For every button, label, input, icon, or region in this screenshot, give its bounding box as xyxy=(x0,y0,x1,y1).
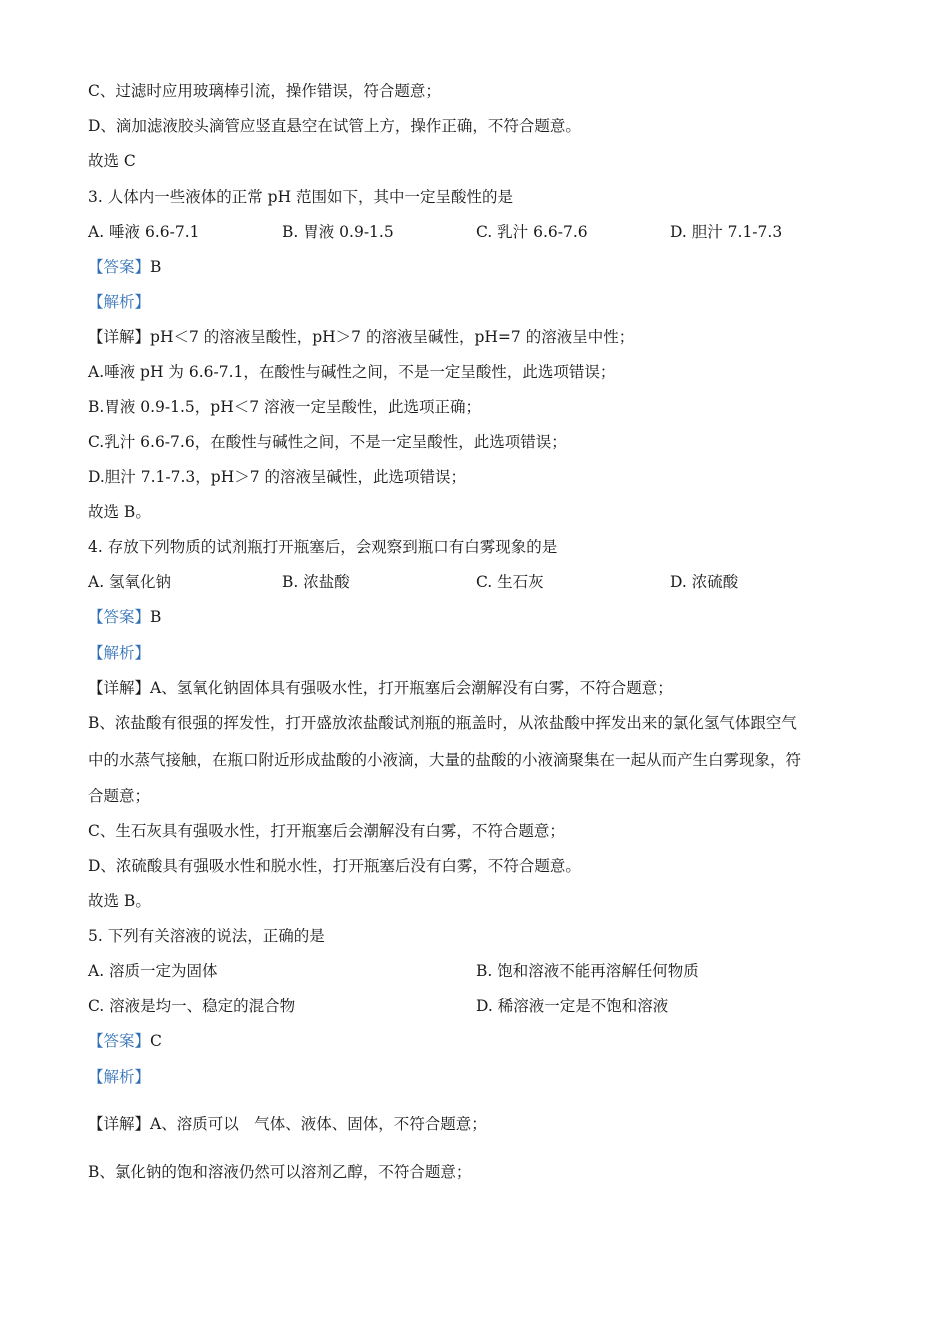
q4-detail xyxy=(88,678,673,698)
q5-stem: 5. 下列有关溶液的说法，正确的是 xyxy=(88,927,325,945)
q3-line-b: B.胃液 0.9-1.5，pH＜7 溶液一定呈酸性，此选项正确； xyxy=(88,398,482,416)
q4-option-a: A. 氢氧化钠 xyxy=(88,573,172,591)
answer-value: C xyxy=(150,1032,162,1050)
q3-option-c: C. 乳汁 6.6-7.6 xyxy=(476,223,588,241)
answer-tag: 【答案】 xyxy=(88,258,151,276)
intro-option-d: D、滴加滤液胶头滴管应竖直悬空在试管上方，操作正确，不符合题意。 xyxy=(88,117,581,135)
q4-analysis-tag: 【解析】 xyxy=(88,644,151,662)
q3-stem: 3. 人体内一些液体的正常 pH 范围如下，其中一定呈酸性的是 xyxy=(88,188,514,206)
q4-option-b: B. 浓盐酸 xyxy=(282,573,350,591)
q5-analysis-tag: 【解析】 xyxy=(88,1068,151,1086)
q3-detail xyxy=(88,327,634,347)
q4-line-b-1: B、浓盐酸有很强的挥发性，打开盛放浓盐酸试剂瓶的瓶盖时，从浓盐酸中挥发出来的氯化氢气体跟空气 xyxy=(88,714,797,732)
q3-option-a: A. 唾液 6.6-7.1 xyxy=(88,223,200,241)
q5-answer xyxy=(88,1031,162,1051)
q3-conclusion: 故选 B。 xyxy=(88,503,151,521)
q4-line-d: D、浓硫酸具有强吸水性和脱水性，打开瓶塞后没有白雾，不符合题意。 xyxy=(88,857,581,875)
intro-option-c: C、过滤时应用玻璃棒引流，操作错误，符合题意； xyxy=(88,82,441,100)
q3-line-d: D.胆汁 7.1-7.3，pH＞7 的溶液呈碱性，此选项错误； xyxy=(88,468,466,486)
q4-line-b-2: 中的水蒸气接触，在瓶口附近形成盐酸的小液滴，大量的盐酸的小液滴聚集在一起从而产生白雾现象，符 xyxy=(88,751,802,769)
q3-answer xyxy=(88,257,161,277)
q5-option-a: A. 溶质一定为固体 xyxy=(88,962,218,980)
q4-answer xyxy=(88,607,161,627)
q3-line-c: C.乳汁 6.6-7.6，在酸性与碱性之间，不是一定呈酸性，此选项错误； xyxy=(88,433,567,451)
detail-tag: 【详解】 xyxy=(88,679,151,697)
q4-conclusion: 故选 B。 xyxy=(88,892,151,910)
answer-tag: 【答案】 xyxy=(88,1032,151,1050)
answer-tag: 【答案】 xyxy=(88,608,151,626)
q5-detail xyxy=(88,1114,487,1134)
detail-text: A、溶质可以 气体、液体、固体，不符合题意； xyxy=(150,1115,487,1133)
q5-option-b: B. 饱和溶液不能再溶解任何物质 xyxy=(476,962,699,980)
detail-tag: 【详解】 xyxy=(88,1115,151,1133)
detail-text: A、氢氧化钠固体具有强吸水性，打开瓶塞后会潮解没有白雾，不符合题意； xyxy=(150,679,673,697)
q3-option-b: B. 胃液 0.9-1.5 xyxy=(282,223,394,241)
detail-tag: 【详解】 xyxy=(88,328,151,346)
q3-analysis-tag: 【解析】 xyxy=(88,293,151,311)
q5-option-c: C. 溶液是均一、稳定的混合物 xyxy=(88,997,296,1015)
q4-stem: 4. 存放下列物质的试剂瓶打开瓶塞后，会观察到瓶口有白雾现象的是 xyxy=(88,538,558,556)
q5-line-b: B、氯化钠的饱和溶液仍然可以溶剂乙醇，不符合题意； xyxy=(88,1163,472,1181)
answer-value: B xyxy=(150,258,162,276)
q4-line-c: C、生石灰具有强吸水性，打开瓶塞后会潮解没有白雾，不符合题意； xyxy=(88,822,565,840)
q3-option-d: D. 胆汁 7.1-7.3 xyxy=(670,223,783,241)
q3-line-a: A.唾液 pH 为 6.6-7.1，在酸性与碱性之间，不是一定呈酸性，此选项错误； xyxy=(88,363,616,381)
q4-line-b-3: 合题意； xyxy=(88,787,151,805)
detail-text: pH＜7 的溶液呈酸性，pH＞7 的溶液呈碱性，pH=7 的溶液呈中性； xyxy=(150,328,635,346)
q4-option-d: D. 浓硫酸 xyxy=(670,573,739,591)
q4-option-c: C. 生石灰 xyxy=(476,573,544,591)
intro-conclusion: 故选 C xyxy=(88,152,136,170)
answer-value: B xyxy=(150,608,162,626)
q5-option-d: D. 稀溶液一定是不饱和溶液 xyxy=(476,997,669,1015)
